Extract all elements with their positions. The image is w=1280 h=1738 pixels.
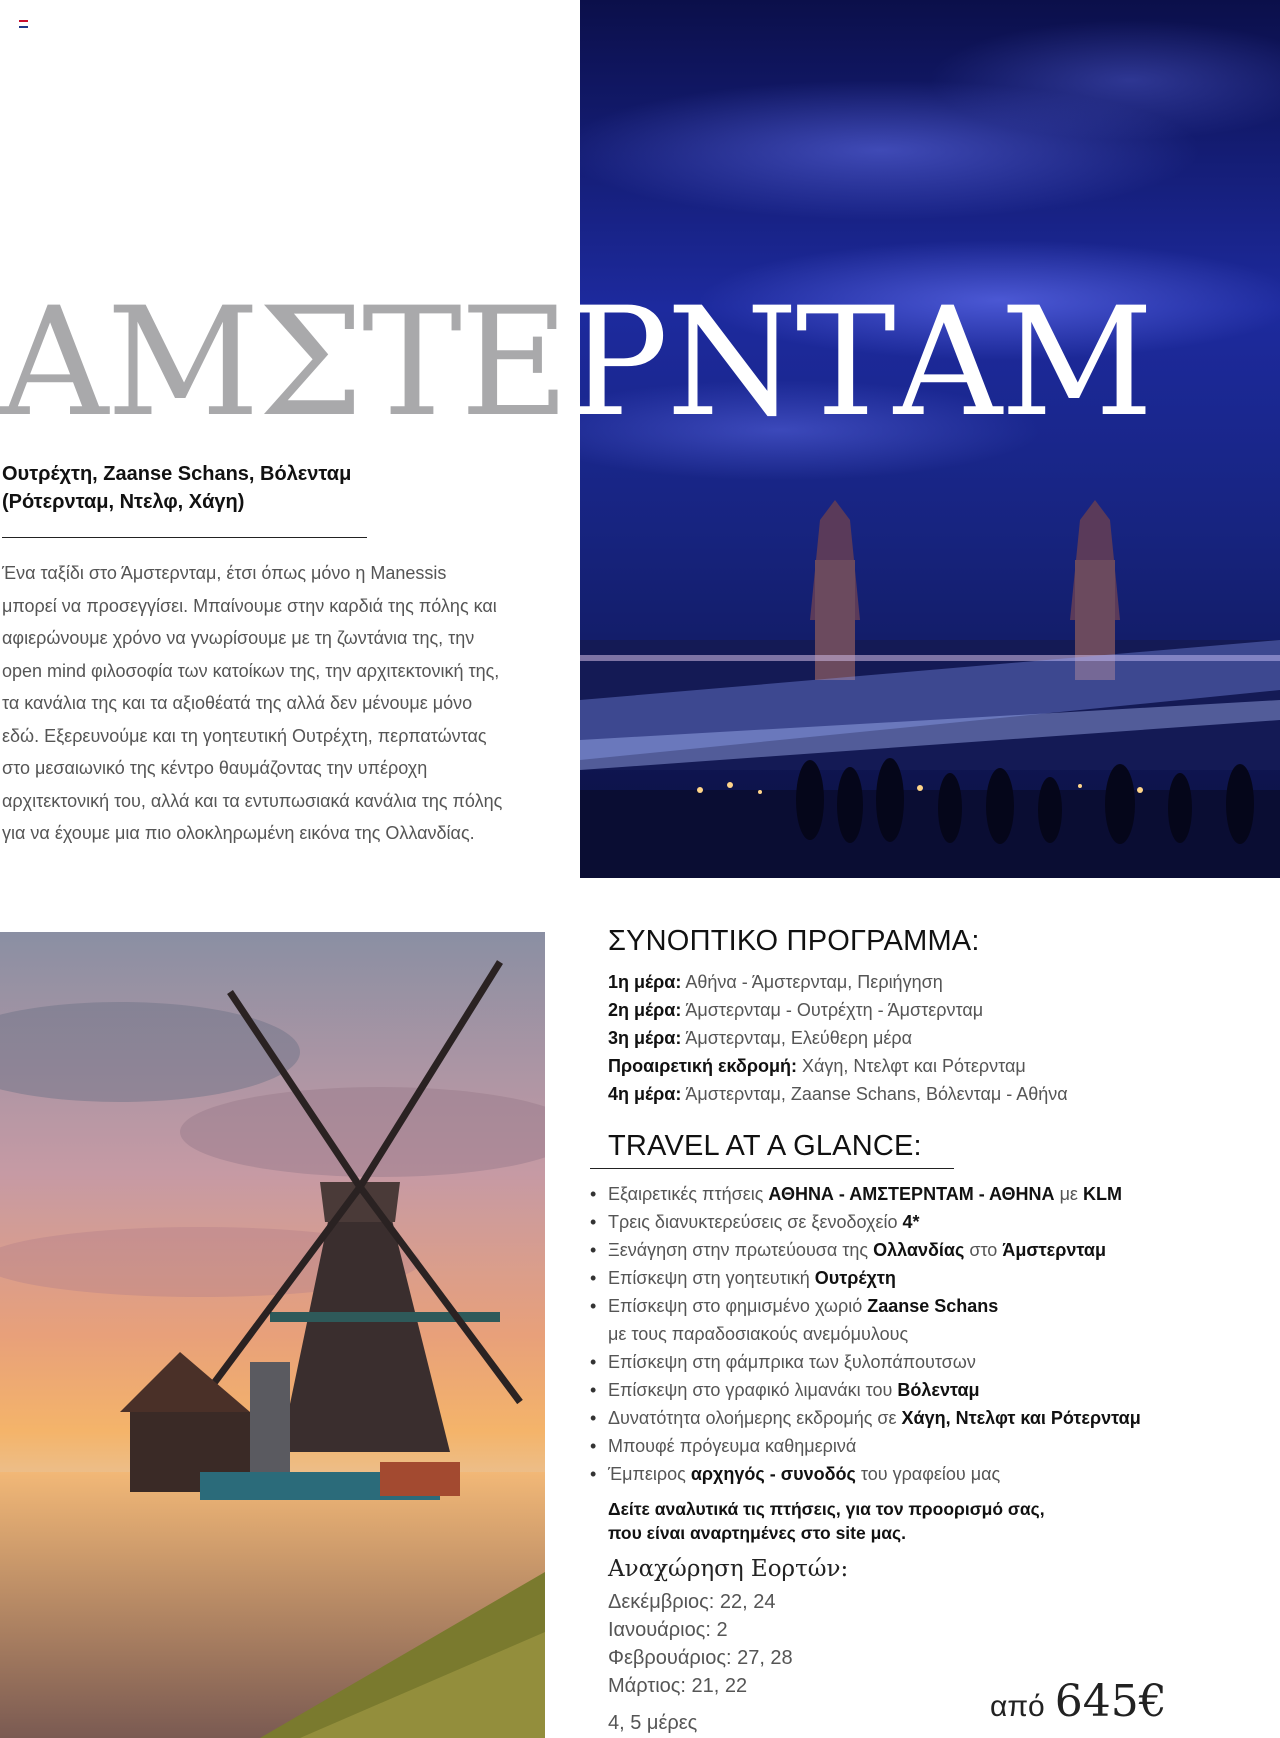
- text: Επίσκεψη στη φάμπρικα των ξυλοπάπουτσων: [608, 1352, 976, 1372]
- program-title-text: ΣΥΝΟΠΤΙΚΟ ΠΡΟΓΡΑΜΜΑ:: [608, 925, 980, 957]
- text: Μπουφέ πρόγευμα καθημερινά: [608, 1436, 857, 1456]
- text: Εξαιρετικές πτήσεις: [608, 1184, 769, 1204]
- bold-text: ΑΘΗΝΑ - ΑΜΣΤΕΡΝΤΑΜ - ΑΘΗΝΑ: [768, 1184, 1055, 1204]
- text: του γραφείου μας: [855, 1464, 1001, 1484]
- destination-title: [0, 268, 1280, 458]
- text: στο: [964, 1240, 1003, 1260]
- note-line: που είναι αναρτημένες στο site μας.: [608, 1523, 907, 1543]
- title-part-grey: ΑΜΣΤΕ: [0, 276, 568, 450]
- subtitle: [2, 460, 522, 516]
- day-label: 4η μέρα:: [608, 1084, 682, 1104]
- glance-item: [590, 1208, 1280, 1236]
- day-label: 3η μέρα:: [608, 1028, 682, 1048]
- text: Επίσκεψη στη γοητευτική: [608, 1268, 815, 1288]
- glance-title: [608, 1128, 922, 1164]
- glance-item: [590, 1404, 1280, 1432]
- glance-item: [590, 1236, 1280, 1264]
- day-text: Άμστερνταμ, Zaanse Schans, Βόλενταμ - Αθήνα: [685, 1084, 1068, 1104]
- subtitle-line-1: Ουτρέχτη, Zaanse Schans, Βόλενταμ: [2, 463, 352, 485]
- intro-line: για να έχουμε μια πιο ολοκληρωμένη εικόνα της Ολλανδίας.: [2, 823, 475, 843]
- glance-title-text: TRAVEL AT A GLANCE:: [608, 1130, 922, 1162]
- glance-divider: [590, 1168, 954, 1169]
- note-line: Δείτε αναλυτικά τις πτήσεις, για τον προορισμό σας,: [608, 1499, 1045, 1519]
- netherlands-flag-icon: [19, 20, 28, 27]
- day-text: Χάγη, Ντελφτ και Ρότερνταμ: [802, 1056, 1026, 1076]
- text: Δυνατότητα ολοήμερης εκδρομής σε: [608, 1408, 902, 1428]
- program-list: [608, 968, 1268, 1108]
- intro-line: open mind φιλοσοφία των κατοίκων της, την αρχιτεκτονική της,: [2, 660, 500, 681]
- price-value: 645€: [1054, 1676, 1167, 1727]
- windmill-sunset-photo: [0, 932, 545, 1738]
- intro-line: αρχιτεκτονική του, αλλά και τα εντυπωσιακά κανάλια της πόλης: [2, 790, 503, 811]
- day-label: Προαιρετική εκδρομή:: [608, 1056, 797, 1076]
- glance-list: [590, 1180, 1280, 1488]
- glance-item-continuation: με τους παραδοσιακούς ανεμόμυλους: [608, 1324, 909, 1344]
- text: Επίσκεψη στο φημισμένο χωριό: [608, 1296, 868, 1316]
- glance-item: [590, 1264, 1280, 1292]
- duration: 4, 5 μέρες: [608, 1712, 698, 1734]
- departure-dates: [608, 1588, 793, 1700]
- departure-date: Δεκέμβριος: 22, 24: [608, 1591, 776, 1613]
- day-text: Αθήνα - Άμστερνταμ, Περιήγηση: [685, 972, 943, 992]
- glance-item: [590, 1348, 1280, 1376]
- departures-title: Αναχώρηση Εορτών:: [608, 1556, 849, 1582]
- intro-line: μπορεί να προσεγγίσει. Μπαίνουμε στην καρδιά της πόλης και: [2, 595, 497, 616]
- program-title: [608, 923, 980, 959]
- departure-date: Μάρτιος: 21, 22: [608, 1675, 748, 1697]
- text: Επίσκεψη στο γραφικό λιμανάκι του: [608, 1380, 898, 1400]
- bold-text: Άμστερνταμ: [1002, 1240, 1106, 1260]
- text: Έμπειρος: [608, 1464, 691, 1484]
- bold-text: 4*: [902, 1212, 920, 1232]
- title-part-white: ΡΝΤΑΜ: [567, 276, 1152, 450]
- bold-text: Βόλενταμ: [897, 1380, 980, 1400]
- subtitle-divider: [2, 537, 367, 538]
- text: με: [1054, 1184, 1083, 1204]
- bold-text: Ουτρέχτη: [814, 1268, 896, 1288]
- day-text: Άμστερνταμ, Ελεύθερη μέρα: [685, 1028, 913, 1048]
- price: [990, 1676, 1167, 1727]
- bold-text: KLM: [1082, 1184, 1122, 1204]
- glance-item: [590, 1432, 1280, 1460]
- intro-line: τα κανάλια της και τα αξιοθέατά της αλλά δεν μένουμε μόνο: [2, 693, 473, 713]
- program-row: [608, 1080, 1268, 1108]
- program-row: [608, 1024, 1268, 1052]
- flights-note: [608, 1497, 1248, 1545]
- bold-text: αρχηγός - συνοδός: [690, 1464, 856, 1484]
- glance-item: [590, 1460, 1280, 1488]
- intro-line: αφιερώνουμε χρόνο να γνωρίσουμε με τη ζωντάνια της, την: [2, 628, 475, 648]
- bold-text: Ολλανδίας: [873, 1240, 965, 1260]
- bold-text: Χάγη, Ντελφτ και Ρότερνταμ: [901, 1408, 1141, 1428]
- glance-item: [590, 1376, 1280, 1404]
- program-row: [608, 1052, 1268, 1080]
- bold-text: Zaanse Schans: [867, 1296, 999, 1316]
- day-text: Άμστερνταμ - Ουτρέχτη - Άμστερνταμ: [685, 1000, 984, 1020]
- price-from-label: από: [990, 1690, 1045, 1723]
- intro-line: στο μεσαιωνικό της κέντρο θαυμάζοντας την υπέροχη: [2, 758, 428, 778]
- glance-item: [590, 1292, 1280, 1320]
- text: Τρεις διανυκτερεύσεις σε ξενοδοχείο: [608, 1212, 903, 1232]
- intro-line: εδώ. Εξερευνούμε και τη γοητευτική Ουτρέχτη, περπατώντας: [2, 725, 487, 746]
- intro-line: Ένα ταξίδι στο Άμστερνταμ, έτσι όπως μόνο η Manessis: [2, 563, 447, 583]
- day-label: 1η μέρα:: [608, 972, 682, 992]
- glance-item: [590, 1180, 1280, 1208]
- program-row: [608, 996, 1268, 1024]
- text: Ξενάγηση στην πρωτεύουσα της: [608, 1240, 874, 1260]
- subtitle-line-2: (Ρότερνταμ, Ντελφ, Χάγη): [2, 491, 245, 513]
- intro-paragraph: [2, 557, 562, 850]
- departure-date: Φεβρουάριος: 27, 28: [608, 1647, 793, 1669]
- program-row: [608, 968, 1268, 996]
- day-label: 2η μέρα:: [608, 1000, 682, 1020]
- departure-date: Ιανουάριος: 2: [608, 1619, 728, 1641]
